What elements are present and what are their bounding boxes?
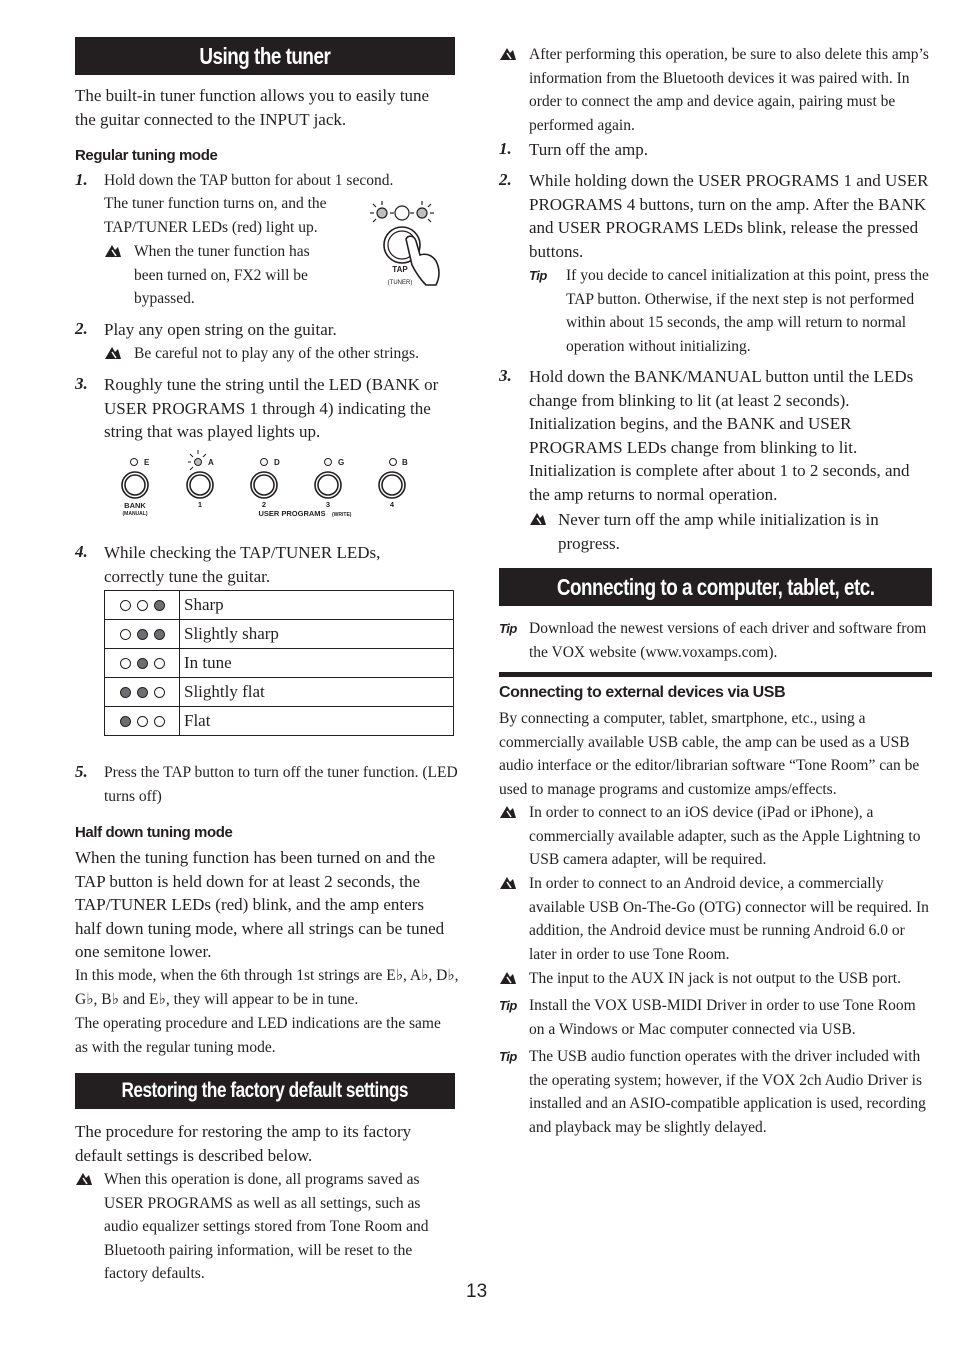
led-state-label: Flat <box>180 707 454 736</box>
step-3-number: 3. <box>75 374 88 393</box>
led-state-label: In tune <box>180 649 454 678</box>
prog-number-3: 3 <box>325 500 331 509</box>
led-indicator <box>105 591 180 620</box>
tip-label: Tip <box>529 268 547 283</box>
regular-tuning-heading: Regular tuning mode <box>75 147 218 164</box>
step-1-number: 1. <box>75 170 88 189</box>
restore-intro: The procedure for restoring the amp to its factory default settings is described below. <box>75 1122 412 1165</box>
prog-number-4: 4 <box>389 500 395 509</box>
caution-icon <box>75 1172 93 1186</box>
led-indicator <box>105 649 180 678</box>
user-programs-write-label: (WRITE) <box>332 512 352 518</box>
step-4-text: While checking the TAP/TUNER LEDs, correctly tune the guitar. <box>104 543 381 586</box>
step-2-text: Play any open string on the guitar. <box>104 320 337 339</box>
prog-number-1: 1 <box>197 500 203 509</box>
usb-heading: Connecting to external devices via USB <box>499 684 786 701</box>
bank-user-programs-illustration <box>110 447 410 522</box>
half-down-text: When the tuning function has been turned on and the TAP button is held down for at least 2 seconds, the TAP/TUNER LEDs (red) blink, and the amp enters half down tuning mode, where all strings can be tuned one semitone lower. <box>75 848 445 962</box>
page-number: 13 <box>466 1281 488 1302</box>
bank-manual-label: (MANUAL) <box>122 511 148 517</box>
led-label-a: A <box>208 458 214 467</box>
caution-icon <box>499 47 517 61</box>
user-programs-label: USER PROGRAMS <box>258 509 326 518</box>
tip-driver: Install the VOX USB-MIDI Driver in order to use Tone Room on a Windows or Mac computer connected via USB. <box>529 997 916 1038</box>
tuner-led-table <box>104 590 454 736</box>
restore-note-1: When this operation is done, all programs saved as USER PROGRAMS as well as all settings, such as audio equalizer settings stored from Tone Room and Bluetooth pairing information, will be reset to the factory defaults. <box>104 1171 429 1283</box>
tap-label: TAP <box>392 265 408 274</box>
step-1-detail: The tuner function turns on, and the TAP/TUNER LEDs (red) light up. <box>104 195 327 236</box>
step-1-note: When the tuner function has been turned on, FX2 will be bypassed. <box>134 243 310 308</box>
step-2-number: 2. <box>75 319 88 338</box>
step-2-note: Be careful not to play any of the other strings. <box>134 345 419 362</box>
bank-label: BANK <box>124 501 146 510</box>
led-label-d: D <box>274 458 280 467</box>
led-indicator <box>105 678 180 707</box>
section-title-restore: Restoring the factory default settings <box>75 1073 455 1109</box>
table-row <box>105 707 454 736</box>
step-4-number: 4. <box>75 542 88 561</box>
tuner-label: (TUNER) <box>387 280 413 286</box>
caution-icon <box>529 512 547 526</box>
table-row <box>105 591 454 620</box>
caution-icon <box>104 346 122 360</box>
usb-text: By connecting a computer, tablet, smartphone, etc., using a commercially available USB cable, the amp can be used as a USB audio interface or the editor/librarian software “Tone Room” can be used to manage programs and customize amps/effects. <box>499 710 920 798</box>
tip-audio: The USB audio function operates with the driver included with the operating system; however, if the VOX 2ch Audio Driver is installed and an ASIO-compatible application is used, recording and playback may be slightly delayed. <box>529 1048 926 1136</box>
tap-button-illustration <box>360 193 460 290</box>
caution-icon <box>499 805 517 819</box>
note-ios: In order to connect to an iOS device (iPad or iPhone), a commercially available adapter, such as the Apple Lightning to USB camera adapter, will be required. <box>529 804 921 869</box>
section-title-connect: Connecting to a computer, tablet, etc. <box>499 568 932 606</box>
restore-note-3: Never turn off the amp while initialization is in progress. <box>558 510 879 553</box>
led-indicator <box>105 620 180 649</box>
led-label-g: G <box>338 458 345 467</box>
restore-tip: If you decide to cancel initialization at this point, press the TAP button. Otherwise, if the next step is not performed within about 15 seconds, the amp will return to normal operation without initializing. <box>566 267 929 355</box>
led-indicator <box>105 707 180 736</box>
step-3-text: Roughly tune the string until the LED (BANK or USER PROGRAMS 1 through 4) indicating the string that was played lights up. <box>104 375 439 442</box>
tip-label: Tip <box>499 621 517 636</box>
restore-step-2-text: While holding down the USER PROGRAMS 1 and USER PROGRAMS 4 buttons, turn on the amp. After the BANK and USER PROGRAMS LEDs blink, release the pressed buttons. <box>529 171 929 261</box>
half-down-same: The operating procedure and LED indications are the same as with the regular tuning mode. <box>75 1015 441 1056</box>
note-aux: The input to the AUX IN jack is not output to the USB port. <box>529 970 901 987</box>
caution-icon <box>104 244 122 258</box>
table-row <box>105 649 454 678</box>
divider <box>499 672 932 677</box>
caution-icon <box>499 971 517 985</box>
led-state-label: Slightly sharp <box>180 620 454 649</box>
caution-icon <box>499 876 517 890</box>
table-row <box>105 678 454 707</box>
half-down-strings: In this mode, when the 6th through 1st strings are E♭, A♭, D♭, G♭, B♭ and E♭, they will appear to be in tune. <box>75 967 459 1008</box>
led-label-b: B <box>402 458 408 467</box>
restore-step-1-text: Turn off the amp. <box>529 140 648 159</box>
step-5-text: Press the TAP button to turn off the tuner function. (LED turns off) <box>104 764 458 805</box>
prog-number-2: 2 <box>261 500 267 509</box>
led-state-label: Sharp <box>180 591 454 620</box>
tip-label: Tip <box>499 1049 517 1064</box>
restore-step-3-number: 3. <box>499 366 512 385</box>
tip-label: Tip <box>499 998 517 1013</box>
note-android: In order to connect to an Android device, a commercially available USB On-The-Go (OTG) connector will be required. In addition, the Android device must be running Android 6.0 or later in order to use Tone Room. <box>529 875 929 963</box>
section-title-tuner: Using the tuner <box>75 37 455 75</box>
restore-step-2-number: 2. <box>499 170 512 189</box>
half-down-heading: Half down tuning mode <box>75 824 233 841</box>
table-row <box>105 620 454 649</box>
step-5-number: 5. <box>75 762 88 781</box>
led-label-e: E <box>144 458 150 467</box>
tuner-intro: The built-in tuner function allows you to easily tune the guitar connected to the INPUT jack. <box>75 86 430 129</box>
led-state-label: Slightly flat <box>180 678 454 707</box>
restore-step-3-text: Hold down the BANK/MANUAL button until the LEDs change from blinking to lit (at least 2 seconds). Initialization begins, and the BANK and USER PROGRAMS LEDs change from blinking to lit. Initialization is complete after about 1 to 2 seconds, and the amp returns to normal operation. <box>529 367 914 504</box>
restore-step-1-number: 1. <box>499 139 512 158</box>
connect-tip: Download the newest versions of each driver and software from the VOX website (www.voxamps.com). <box>529 620 927 661</box>
restore-note-2: After performing this operation, be sure to also delete this amp’s information from the Bluetooth devices it was paired with. In order to connect the amp and device again, pairing must be performed again. <box>529 46 929 134</box>
step-1-text: Hold down the TAP button for about 1 second. <box>104 172 394 189</box>
